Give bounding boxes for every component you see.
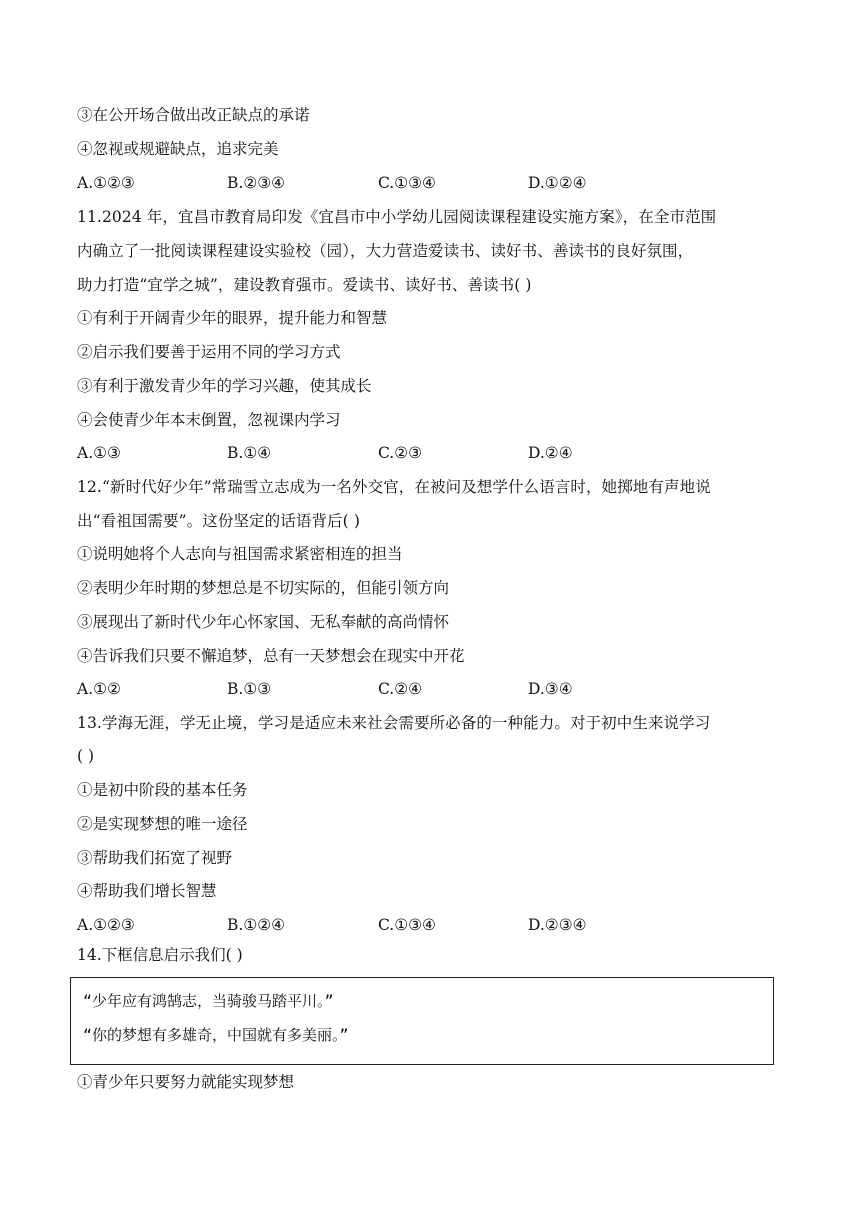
q12-stem-line-1: 12.“新时代好少年”常瑞雪立志成为一名外交官，在被问及想学什么语言时，她掷地有声地说 [77, 478, 711, 496]
q12-statement-1: ①说明她将个人志向与祖国需求紧密相连的担当 [77, 545, 403, 563]
q12-option-b[interactable]: B.①③ [227, 680, 272, 698]
q11-stem-line-1: 11.2024 年，宜昌市教育局印发《宜昌市中小学幼儿园阅读课程建设实施方案》，在全市范围 [77, 208, 717, 226]
q13-statement-4: ④帮助我们增长智慧 [77, 882, 217, 900]
q10-option-b[interactable]: B.②③④ [227, 174, 286, 192]
q11-statement-2: ②启示我们要善于运用不同的学习方式 [77, 343, 341, 361]
q11-statement-1: ①有利于开阔青少年的眼界，提升能力和智慧 [77, 309, 388, 327]
q12-options [77, 678, 777, 700]
q12-stem-line-2: 出“看祖国需要”。这份坚定的话语背后( ) [77, 512, 360, 530]
q11-statement-3: ③有利于激发青少年的学习兴趣，使其成长 [77, 377, 372, 395]
q11-statement-4: ④会使青少年本末倒置，忽视课内学习 [77, 411, 341, 429]
q10-option-c[interactable]: C.①③④ [378, 174, 436, 192]
q13-statement-3: ③帮助我们拓宽了视野 [77, 849, 233, 867]
q12-option-a[interactable]: A.①② [77, 680, 121, 698]
q14-quote-box [70, 977, 774, 1065]
q14-statement-1: ①青少年只要努力就能实现梦想 [77, 1073, 295, 1091]
q12-statement-3: ③展现出了新时代少年心怀家国、无私奉献的高尚情怀 [77, 613, 450, 631]
q11-stem-line-2: 内确立了一批阅读课程建设实验校（园），大力营造爱读书、读好书、善读书的良好氛围， [77, 242, 694, 260]
q10-option-a[interactable]: A.①②③ [77, 174, 135, 192]
q10-statement-3: ③在公开场合做出改正缺点的承诺 [77, 106, 310, 124]
q11-options [77, 442, 777, 464]
q13-statement-1: ①是初中阶段的基本任务 [77, 781, 248, 799]
q13-option-c[interactable]: C.①③④ [378, 916, 436, 934]
q11-option-b[interactable]: B.①④ [227, 444, 272, 462]
q10-option-d[interactable]: D.①②④ [528, 174, 587, 192]
q11-option-a[interactable]: A.①③ [77, 444, 121, 462]
q13-options [77, 914, 777, 936]
q11-option-c[interactable]: C.②③ [378, 444, 423, 462]
q11-stem-line-3: 助力打造“宜学之城”，建设教育强市。爱读书、读好书、善读书( ) [77, 276, 532, 294]
q12-statement-4: ④告诉我们只要不懈追梦，总有一天梦想会在现实中开花 [77, 647, 465, 665]
q13-stem-line-1: 13.学海无涯，学无止境，学习是适应未来社会需要所必备的一种能力。对于初中生来说学习 [77, 714, 711, 732]
q12-statement-2: ②表明少年时期的梦想总是不切实际的，但能引领方向 [77, 579, 450, 597]
q13-statement-2: ②是实现梦想的唯一途径 [77, 815, 248, 833]
q10-statement-4: ④忽视或规避缺点，追求完美 [77, 140, 279, 158]
q14-quote-2: “你的梦想有多雄奇，中国就有多美丽。” [83, 1026, 349, 1044]
q14-quote-1: “少年应有鸿鹄志，当骑骏马踏平川。” [83, 992, 334, 1010]
q11-option-d[interactable]: D.②④ [528, 444, 573, 462]
q10-options [77, 172, 777, 194]
q13-option-a[interactable]: A.①②③ [77, 916, 135, 934]
q12-option-d[interactable]: D.③④ [528, 680, 573, 698]
q13-stem-line-2: ( ) [77, 747, 95, 765]
q13-option-b[interactable]: B.①②④ [227, 916, 286, 934]
q12-option-c[interactable]: C.②④ [378, 680, 423, 698]
q13-option-d[interactable]: D.②③④ [528, 916, 587, 934]
q14-stem-line-1: 14.下框信息启示我们( ) [77, 946, 243, 964]
